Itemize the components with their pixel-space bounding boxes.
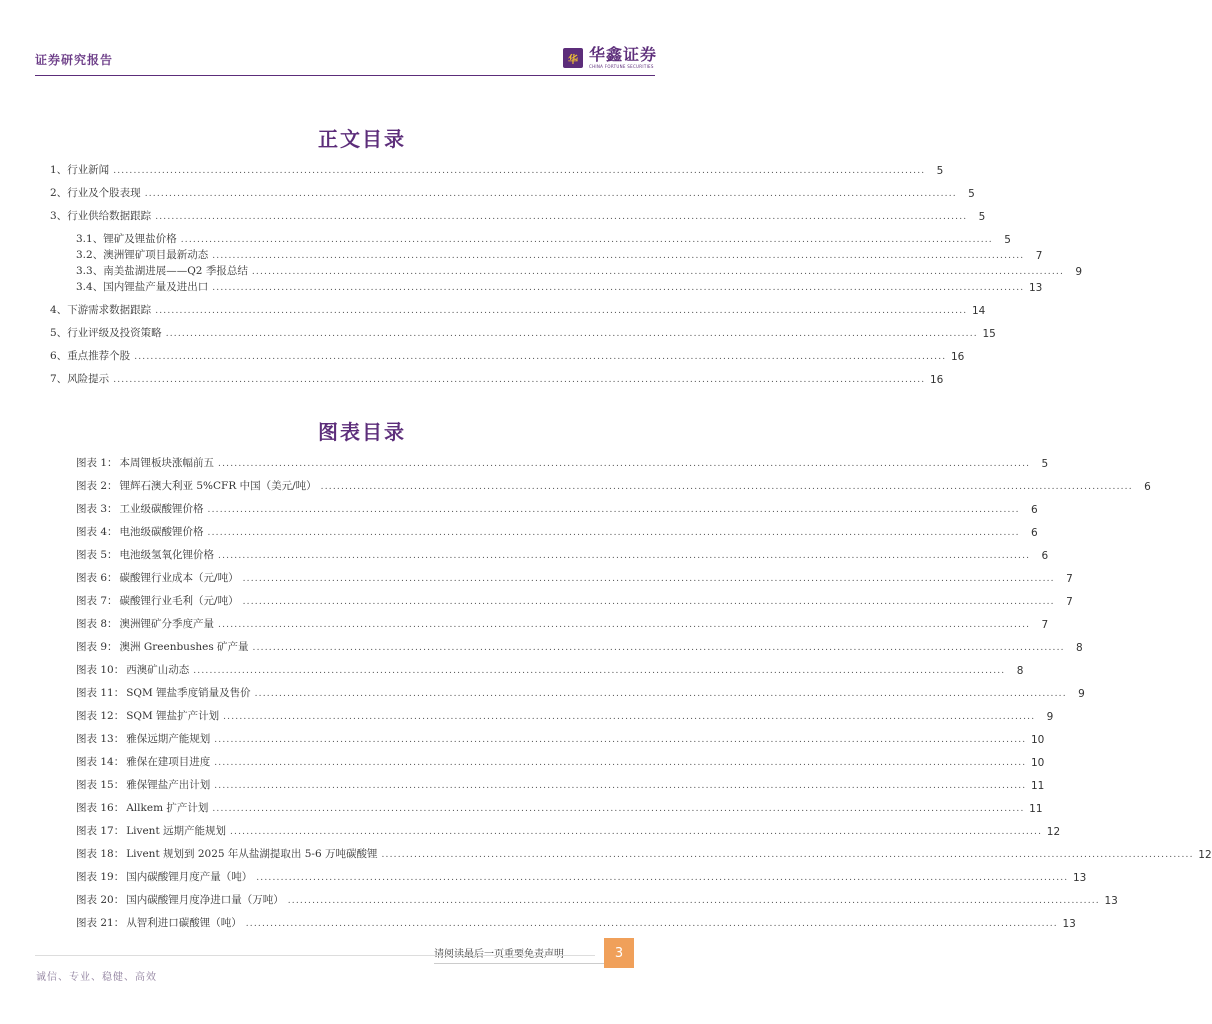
toc-entry-title: 本周锂板块涨幅前五 [119,457,215,469]
toc-entry[interactable] [50,161,944,177]
toc-entry-title: 行业评级及投资策略 [67,327,162,339]
toc-entry-number: 图表 2： [76,480,118,492]
toc-entry[interactable] [76,454,1049,470]
toc-entry-title: 行业供给数据跟踪 [67,210,152,222]
toc-leader-dots: ........................................................................................................................................................................................................ [212,251,1025,261]
toc-entry-number: 图表 17： [76,825,125,837]
toc-entry[interactable] [76,845,1212,861]
toc-entry-page: 13 [1029,282,1043,294]
toc-leader-dots: ........................................................................................................................................................................................................ [207,505,1020,515]
toc-entry-page: 10 [1031,757,1045,769]
toc-entry-title: 电池级碳酸锂价格 [119,526,204,538]
toc-entry-page: 9 [1046,711,1054,723]
toc-entry-page: 7 [1035,250,1043,262]
toc-entry-number: 图表 1： [76,457,118,469]
toc-entry[interactable] [76,776,1045,792]
toc-entry-number: 2、 [50,187,68,199]
toc-entry[interactable] [76,523,1038,539]
toc-entry-title: 碳酸锂行业成本（元/吨） [119,572,239,584]
toc-entry[interactable] [76,592,1073,608]
toc-entry-number: 3.1、 [76,233,104,245]
toc-entry-number: 3、 [50,210,68,222]
toc-entry-number: 7、 [50,373,68,385]
toc-entry-page: 12 [1198,849,1212,861]
toc-entry-title: 重点推荐个股 [67,350,131,362]
toc-leader-dots: ........................................................................................................................................................................................................ [251,267,1065,277]
toc-leader-dots: ........................................................................................................................................................................................................ [165,329,978,339]
toc-leader-dots: ........................................................................................................................................................................................................ [223,712,1036,722]
toc-entry-page: 6 [1031,527,1038,539]
toc-leader-dots: ........................................................................................................................................................................................................ [254,689,1067,699]
toc-entry-page: 11 [1031,780,1045,792]
main-toc-title: 正文目录 [318,127,406,151]
toc-leader-dots: ........................................................................................................................................................................................................ [155,212,968,222]
toc-entry[interactable] [76,262,1083,278]
toc-entry-page: 6 [1031,504,1038,516]
logo-cn-text: 华鑫证券 [589,45,658,64]
toc-entry-title: 碳酸锂行业毛利（元/吨） [119,595,239,607]
toc-entry-number: 图表 9： [76,641,118,653]
toc-entry-title: 行业及个股表现 [67,187,141,199]
toc-entry-number: 3.2、 [76,249,104,261]
toc-entry[interactable] [76,230,1011,246]
toc-entry-number: 3.4、 [76,281,104,293]
toc-entry[interactable] [50,370,944,386]
toc-entry-title: Livent 远期产能规划 [126,825,226,837]
toc-entry-page: 7 [1066,596,1073,608]
toc-entry-title: 下游需求数据跟踪 [67,304,152,316]
toc-entry[interactable] [76,477,1151,493]
toc-leader-dots: ........................................................................................................................................................................................................ [242,574,1055,584]
toc-entry-title: 风险提示 [67,373,110,385]
toc-entry-number: 图表 14： [76,756,125,768]
toc-entry-page: 6 [1144,481,1151,493]
toc-entry-number: 图表 19： [76,871,125,883]
toc-leader-dots: ........................................................................................................................................................................................................ [381,850,1194,860]
toc-entry-page: 12 [1046,826,1061,838]
logo-en-text: CHINA FORTUNE SECURITIES [589,64,654,69]
toc-entry-page: 11 [1029,803,1043,815]
toc-entry[interactable] [76,891,1118,907]
toc-leader-dots: ........................................................................................................................................................................................................ [207,528,1020,538]
toc-entry-title: 雅保远期产能规划 [126,733,211,745]
toc-entry-number: 图表 15： [76,779,125,791]
toc-leader-dots: ........................................................................................................................................................................................................ [113,166,926,176]
toc-entry[interactable] [76,500,1038,516]
toc-entry-title: 国内碳酸锂月度净进口量（万吨） [126,894,284,906]
toc-entry-number: 图表 12： [76,710,125,722]
toc-entry-page: 13 [1104,895,1118,907]
company-slogan: 诚信、专业、稳健、高效 [36,972,157,983]
toc-entry[interactable] [76,246,1043,262]
toc-entry-title: 电池级氢氧化锂价格 [119,549,215,561]
toc-entry-title: SQM 锂盐季度销量及售价 [126,687,251,699]
toc-leader-dots: ........................................................................................................................................................................................................ [144,189,957,199]
toc-entry[interactable] [76,822,1061,838]
toc-entry[interactable] [76,684,1085,700]
toc-entry-page: 14 [971,305,986,317]
toc-entry-title: 国内锂盐产量及进出口 [103,281,209,293]
toc-leader-dots: ........................................................................................................................................................................................................ [134,352,947,362]
toc-entry-page: 5 [968,188,975,200]
toc-leader-dots: ........................................................................................................................................................................................................ [214,781,1027,791]
toc-entry[interactable] [76,278,1043,294]
toc-entry-number: 图表 4： [76,526,118,538]
toc-entry-number: 4、 [50,304,68,316]
toc-entry-number: 图表 13： [76,733,125,745]
toc-leader-dots: ........................................................................................................................................................................................................ [287,896,1100,906]
toc-leader-dots: ........................................................................................................................................................................................................ [252,643,1065,653]
toc-leader-dots: ........................................................................................................................................................................................................ [218,459,1031,469]
toc-entry-page: 9 [1078,688,1085,700]
toc-entry[interactable] [76,868,1087,884]
toc-entry-number: 图表 20： [76,894,125,906]
toc-entry[interactable] [76,914,1076,930]
toc-entry-number: 图表 7： [76,595,118,607]
toc-entry[interactable] [76,546,1049,562]
toc-leader-dots: ........................................................................................................................................................................................................ [212,283,1025,293]
toc-entry-number: 图表 11： [76,687,125,699]
toc-entry-number: 5、 [50,327,68,339]
report-type-label: 证券研究报告 [35,53,114,67]
toc-entry-title: 雅保锂盐产出计划 [126,779,211,791]
toc-leader-dots: ........................................................................................................................................................................................................ [193,666,1006,676]
toc-entry-number: 6、 [50,350,68,362]
toc-leader-dots: ........................................................................................................................................................................................................ [218,620,1031,630]
bottom-divider [35,955,595,956]
page-header [0,0,724,80]
toc-entry-number: 图表 5： [76,549,118,561]
toc-leader-dots: ........................................................................................................................................................................................................ [242,597,1055,607]
toc-entry-page: 13 [1062,918,1076,930]
toc-entry-title: 工业级碳酸锂价格 [119,503,204,515]
toc-entry-number: 3.3、 [76,265,104,277]
toc-entry[interactable] [76,730,1045,746]
toc-entry-title: 锂辉石澳大利亚 5%CFR 中国（美元/吨） [119,480,317,492]
toc-leader-dots: ........................................................................................................................................................................................................ [256,873,1069,883]
toc-entry-page: 9 [1075,266,1083,278]
toc-entry[interactable] [76,661,1024,677]
toc-entry[interactable] [76,707,1054,723]
toc-entry-page: 16 [950,351,965,363]
toc-entry-number: 图表 8： [76,618,118,630]
toc-leader-dots: ........................................................................................................................................................................................................ [245,919,1058,929]
toc-entry-title: 南美盐湖进展——Q2 季报总结 [103,265,248,277]
toc-leader-dots: ........................................................................................................................................................................................................ [214,758,1027,768]
toc-entry-page: 15 [982,328,996,340]
logo-mark-icon: 华 [563,48,583,68]
toc-entry[interactable] [50,347,965,363]
toc-leader-dots: ........................................................................................................................................................................................................ [320,482,1133,492]
toc-entry[interactable] [76,799,1043,815]
header-divider [35,75,655,76]
page-number-badge: 3 [604,938,634,968]
toc-entry-title: 国内碳酸锂月度产量（吨） [126,871,253,883]
toc-entry-title: 澳洲 Greenbushes 矿产量 [119,641,249,653]
toc-entry-page: 5 [1004,234,1011,246]
toc-leader-dots: ........................................................................................................................................................................................................ [180,235,993,245]
toc-entry-title: 从智利进口碳酸锂（吨） [126,917,242,929]
toc-entry-page: 16 [929,374,944,386]
toc-entry-number: 1、 [50,164,68,176]
toc-entry[interactable] [50,184,975,200]
toc-entry-page: 5 [936,165,944,177]
disclaimer-note[interactable] [434,945,564,960]
toc-entry-title: 行业新闻 [67,164,110,176]
toc-entry-page: 7 [1041,619,1049,631]
toc-entry-title: Allkem 扩产计划 [126,802,209,814]
toc-leader-dots: ........................................................................................................................................................................................................ [155,306,968,316]
toc-leader-dots: ........................................................................................................................................................................................................ [214,735,1027,745]
toc-entry-page: 5 [978,211,986,223]
toc-entry-number: 图表 3： [76,503,118,515]
toc-entry-number: 图表 16： [76,802,125,814]
toc-leader-dots: ........................................................................................................................................................................................................ [230,827,1043,837]
toc-entry-number: 图表 10： [76,664,125,676]
figure-toc-title: 图表目录 [318,420,406,444]
toc-entry[interactable] [76,753,1045,769]
toc-entry-page: 8 [1076,642,1083,654]
toc-entry[interactable] [50,301,986,317]
toc-entry-number: 图表 6： [76,572,118,584]
toc-entry-title: 澳洲锂矿项目最新动态 [103,249,209,261]
toc-entry-page: 6 [1041,550,1049,562]
toc-entry[interactable] [76,615,1049,631]
toc-entry-title: Livent 规划到 2025 年从盐湖提取出 5-6 万吨碳酸锂 [126,848,378,860]
company-logo [563,46,657,70]
toc-entry-title: SQM 锂盐扩产计划 [126,710,220,722]
toc-leader-dots: ........................................................................................................................................................................................................ [212,804,1025,814]
toc-entry-number: 图表 21： [76,917,125,929]
toc-entry[interactable] [50,324,996,340]
toc-leader-dots: ........................................................................................................................................................................................................ [113,375,926,385]
toc-entry-page: 8 [1016,665,1024,677]
toc-entry[interactable] [76,569,1073,585]
toc-entry-number: 图表 18： [76,848,125,860]
toc-entry-page: 13 [1073,872,1087,884]
toc-entry-page: 10 [1031,734,1045,746]
toc-entry-page: 5 [1041,458,1049,470]
toc-entry-page: 7 [1066,573,1073,585]
footer-divider [434,963,624,964]
toc-entry-title: 雅保在建项目进度 [126,756,211,768]
toc-entry-title: 澳洲锂矿分季度产量 [119,618,215,630]
toc-entry-title: 西澳矿山动态 [126,664,190,676]
toc-entry[interactable] [76,638,1083,654]
toc-entry-title: 锂矿及锂盐价格 [103,233,177,245]
toc-entry[interactable] [50,207,986,223]
toc-leader-dots: ........................................................................................................................................................................................................ [218,551,1031,561]
